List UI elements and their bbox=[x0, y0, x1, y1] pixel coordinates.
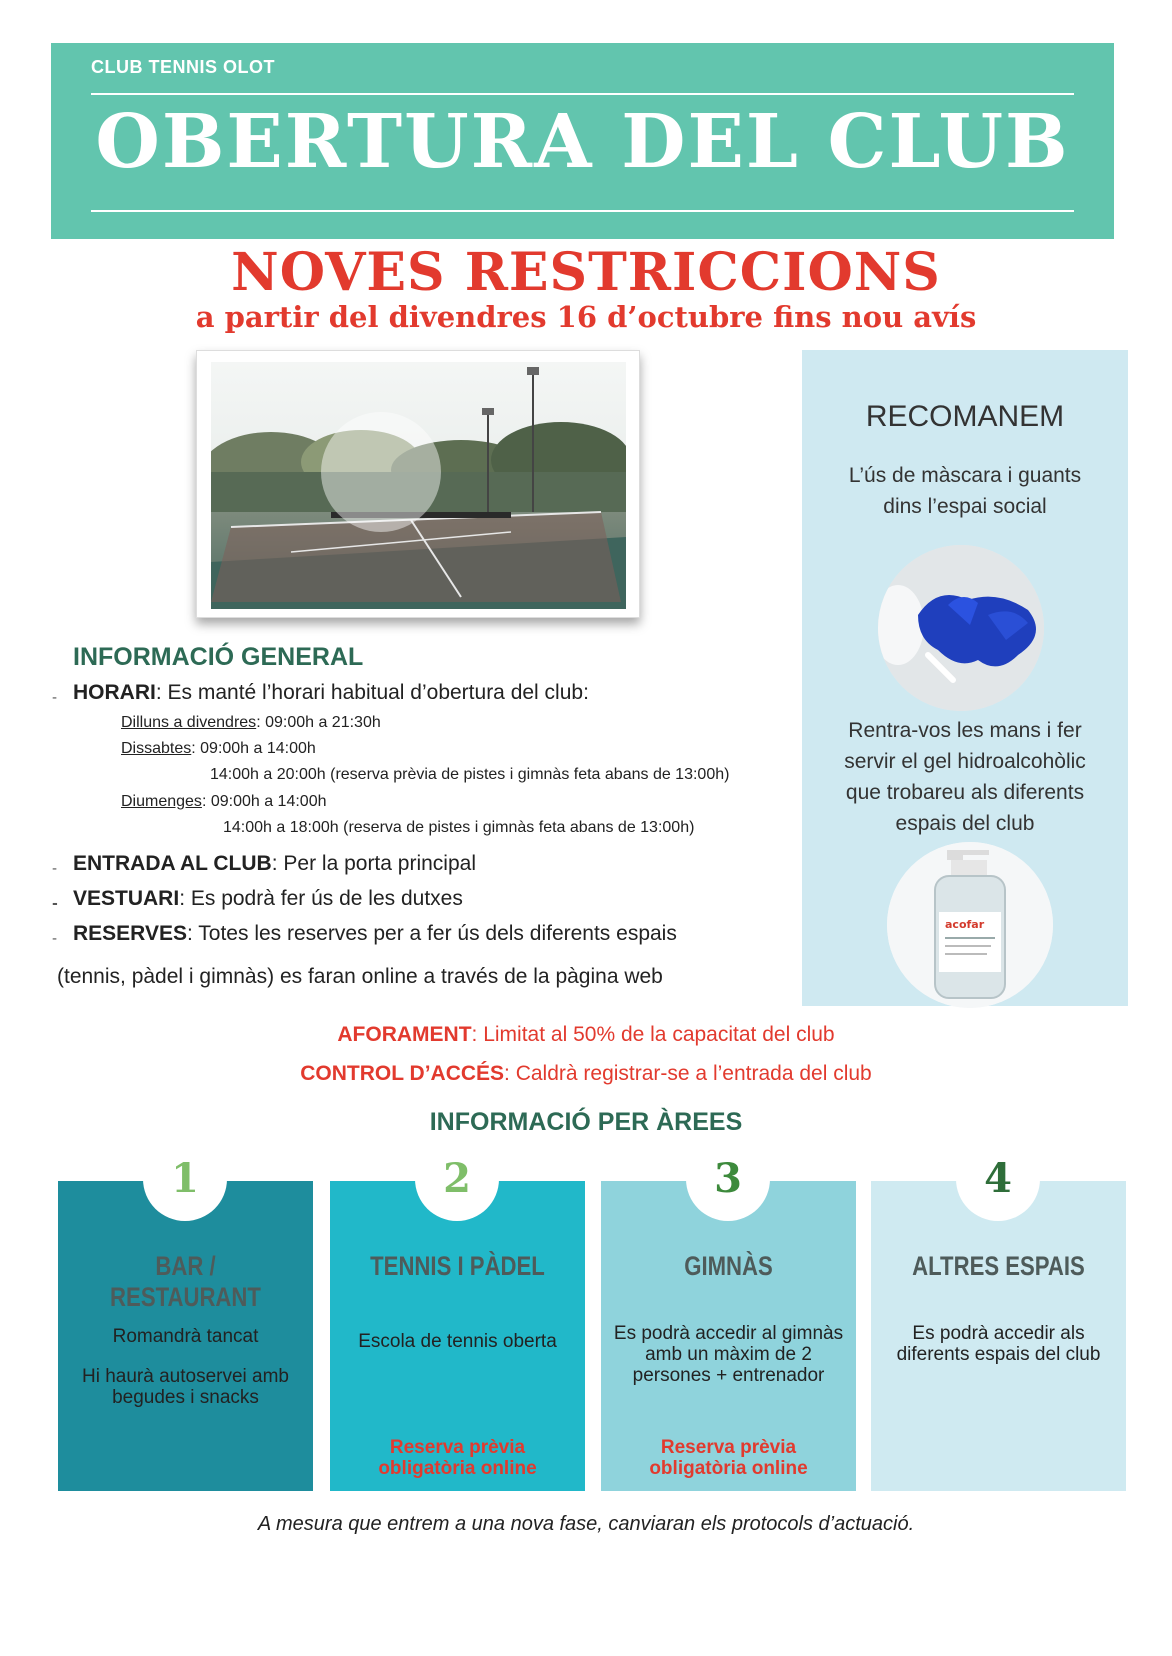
sunday-label: Diumenges bbox=[121, 793, 202, 810]
horari-line bbox=[73, 681, 589, 705]
saturday-line bbox=[121, 740, 316, 758]
bullet-dash: - bbox=[52, 861, 58, 877]
recommend-text-line: servir el gel hidroalcohòlic bbox=[844, 750, 1086, 773]
saturday-afternoon-line: 14:00h a 20:00h (reserva prèvia de pistes i gimnàs feta abans de 13:00h) bbox=[210, 766, 730, 783]
bullet-dash: - bbox=[52, 690, 58, 706]
bullet-dash: - bbox=[52, 931, 58, 947]
area-title: TENNIS I PÀDEL bbox=[370, 1251, 545, 1281]
area-number: 1 bbox=[143, 1137, 227, 1221]
area-text: Romandrà tancat bbox=[112, 1326, 259, 1347]
recommend-text-line: Rentra-vos les mans i fer bbox=[848, 719, 1082, 742]
area-number: 2 bbox=[415, 1137, 499, 1221]
area-reservation-notice: Reserva prèvia obligatòria online bbox=[378, 1437, 537, 1479]
aforament-text: : Limitat al 50% de la capacitat del club bbox=[471, 1023, 835, 1046]
entrada-line bbox=[73, 852, 476, 876]
vestuari-label: VESTUARI bbox=[73, 887, 180, 910]
tennis-court-photo bbox=[196, 350, 640, 618]
restrictions-subtitle: a partir del divendres 16 d’octubre fins nou avís bbox=[195, 300, 977, 334]
hand-gel-image bbox=[887, 842, 1053, 1008]
reserves-text: : Totes les reserves per a fer ús dels diferents espais bbox=[187, 922, 677, 945]
footer-note: A mesura que entrem a una nova fase, canviaran els protocols d’actuació. bbox=[257, 1513, 915, 1535]
bottle-brand-label: acofar bbox=[945, 918, 985, 931]
reserves-line-2: (tennis, pàdel i gimnàs) es faran online a través de la pàgina web bbox=[57, 965, 663, 988]
area-number: 4 bbox=[956, 1137, 1040, 1221]
control-label: CONTROL D’ACCÉS bbox=[300, 1062, 505, 1085]
bullet-dash: - bbox=[52, 896, 58, 912]
horari-label: HORARI bbox=[73, 681, 156, 704]
recommend-text-line: L’ús de màscara i guants bbox=[848, 464, 1082, 487]
gel-bottle-icon bbox=[887, 842, 1053, 1008]
entrada-text: : Per la porta principal bbox=[271, 852, 476, 875]
area-card-gym bbox=[601, 1155, 856, 1491]
reserves-line bbox=[73, 922, 677, 946]
club-name: CLUB TENNIS OLOT bbox=[91, 57, 275, 77]
saturday-label: Dissabtes bbox=[121, 740, 192, 757]
weekdays-label: Dilluns a divendres bbox=[121, 714, 257, 731]
gloves-image bbox=[878, 545, 1044, 711]
vestuari-text: : Es podrà fer ús de les dutxes bbox=[179, 887, 463, 910]
area-card-bar bbox=[58, 1155, 313, 1491]
restrictions-heading: NOVES RESTRICCIONS bbox=[231, 242, 941, 303]
area-text: Es podrà accedir al gimnàs amb un màxim de 2 persones + entrenador bbox=[613, 1323, 844, 1386]
area-card-other bbox=[871, 1155, 1126, 1491]
entrada-label: ENTRADA AL CLUB bbox=[73, 852, 272, 875]
area-number: 3 bbox=[686, 1137, 770, 1221]
weekdays-line bbox=[121, 714, 381, 732]
vestuari-line bbox=[73, 887, 463, 911]
areas-title: INFORMACIÓ PER ÀREES bbox=[429, 1108, 743, 1136]
sunday-text: : 09:00h a 14:00h bbox=[201, 793, 327, 810]
area-title: GIMNÀS bbox=[684, 1251, 773, 1281]
aforament-label: AFORAMENT bbox=[337, 1023, 472, 1046]
header-banner bbox=[51, 43, 1114, 239]
gloves-icon bbox=[878, 545, 1044, 711]
banner-rule-top bbox=[91, 93, 1074, 95]
control-text: : Caldrà registrar-se a l’entrada del club bbox=[504, 1062, 872, 1085]
area-title: BAR / RESTAURANT bbox=[110, 1251, 261, 1312]
recommend-text-line: dins l’espai social bbox=[883, 495, 1047, 518]
horari-text: : Es manté l’horari habitual d’obertura del club: bbox=[155, 681, 589, 704]
recommend-mask-text bbox=[814, 460, 1116, 522]
page-title: OBERTURA DEL CLUB bbox=[95, 99, 1070, 185]
general-info-title: INFORMACIÓ GENERAL bbox=[73, 643, 364, 671]
area-title: ALTRES ESPAIS bbox=[912, 1251, 1085, 1281]
control-notice bbox=[0, 1062, 1172, 1086]
reserves-label: RESERVES bbox=[73, 922, 187, 945]
banner-rule-bottom bbox=[91, 210, 1074, 212]
weekdays-text: : 09:00h a 21:30h bbox=[256, 714, 381, 731]
recommend-text-line: espais del club bbox=[895, 812, 1035, 835]
sunday-line bbox=[121, 793, 327, 811]
area-card-tennis bbox=[330, 1155, 585, 1491]
area-text-secondary: Hi haurà autoservei amb begudes i snacks bbox=[82, 1366, 289, 1408]
tennis-court-illustration bbox=[211, 362, 626, 609]
recommend-title: RECOMANEM bbox=[865, 400, 1065, 433]
recommend-hands-text bbox=[814, 715, 1116, 839]
aforament-notice bbox=[0, 1023, 1172, 1047]
area-reservation-notice: Reserva prèvia obligatòria online bbox=[649, 1437, 808, 1479]
area-text: Es podrà accedir als diferents espais del club bbox=[896, 1323, 1101, 1365]
saturday-text: : 09:00h a 14:00h bbox=[191, 740, 316, 757]
recommend-text-line: que trobareu als diferents bbox=[845, 781, 1085, 804]
area-text: Escola de tennis oberta bbox=[358, 1331, 557, 1352]
sunday-afternoon-line: 14:00h a 18:00h (reserva de pistes i gimnàs feta abans de 13:00h) bbox=[223, 819, 695, 836]
recommend-panel bbox=[802, 350, 1128, 1006]
